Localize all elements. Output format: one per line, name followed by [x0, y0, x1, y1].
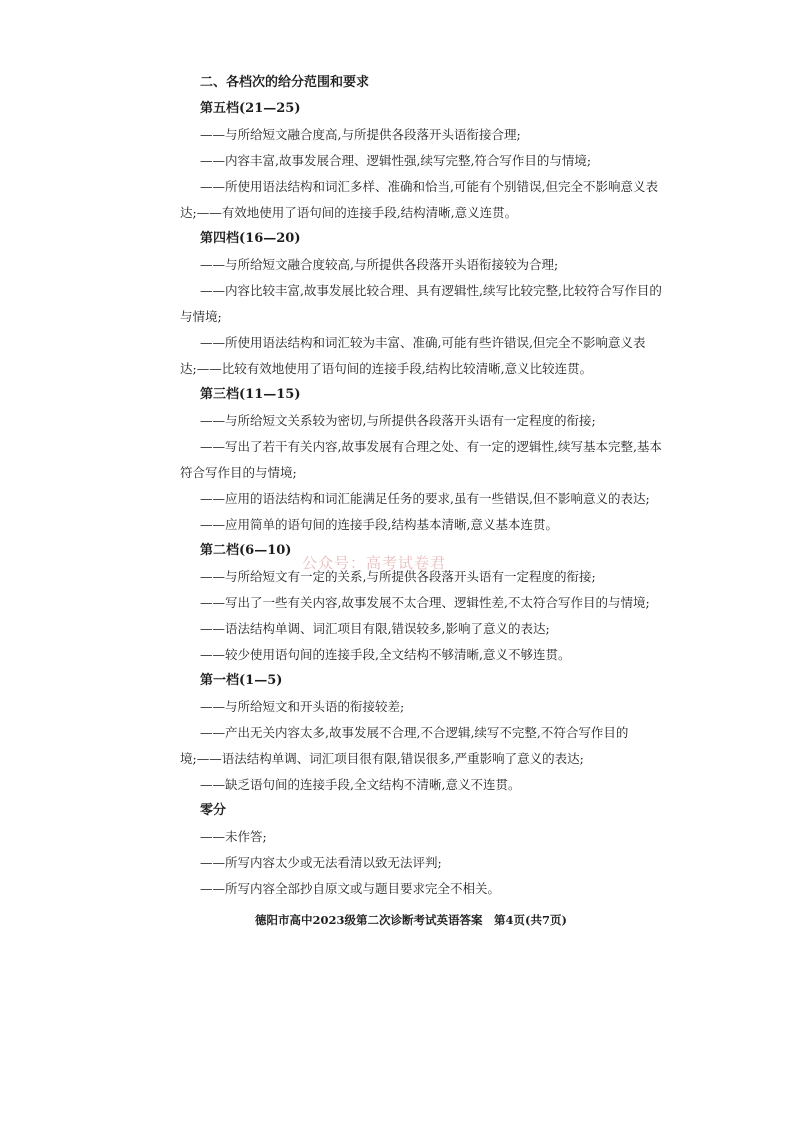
band-2-title: 第二档(6—10) — [200, 543, 292, 558]
band-4-item-1: ——与所给短文融合度较高,与所提供各段落开头语衔接较为合理; — [200, 257, 559, 272]
band-5-item-2: ——内容丰富,故事发展合理、逻辑性强,续写完整,符合写作目的与情境; — [200, 153, 592, 168]
band-2-item-3: ——语法结构单调、词汇项目有限,错误较多,影响了意义的表达; — [200, 621, 550, 636]
band-5-item-1: ——与所给短文融合度高,与所提供各段落开头语衔接合理; — [200, 127, 521, 142]
page-footer: 德阳市高中2023级第二次诊断考试英语答案 第4页(共7页) — [255, 913, 567, 927]
band-4-item-2-cont: 与情境; — [180, 309, 222, 324]
band-4-item-3: ——所使用语法结构和词汇较为丰富、准确,可能有些许错误,但完全不影响意义表 — [200, 335, 646, 350]
band-3-item-1: ——与所给短文关系较为密切,与所提供各段落开头语有一定程度的衔接; — [200, 413, 596, 428]
band-3-item-2: ——写出了若干有关内容,故事发展有合理之处、有一定的逻辑性,续写基本完整,基本 — [200, 439, 662, 454]
section-title: 二、各档次的给分范围和要求 — [200, 75, 370, 90]
band-1-item-1: ——与所给短文和开头语的衔接较差; — [200, 699, 405, 714]
band-2-item-4: ——较少使用语句间的连接手段,全文结构不够清晰,意义不够连贯。 — [200, 647, 571, 662]
band-0-item-2: ——所写内容太少或无法看清以致无法评判; — [200, 855, 442, 870]
band-3-item-2-cont: 符合写作目的与情境; — [180, 465, 297, 480]
band-1-item-4: ——缺乏语句间的连接手段,全文结构不清晰,意义不连贯。 — [200, 777, 521, 792]
band-4-item-4: 达;——比较有效地使用了语句间的连接手段,结构比较清晰,意义比较连贯。 — [180, 361, 593, 376]
band-4-item-2: ——内容比较丰富,故事发展比较合理、具有逻辑性,续写比较完整,比较符合写作目的 — [200, 283, 662, 298]
band-5-item-3: ——所使用语法结构和词汇多样、准确和恰当,可能有个别错误,但完全不影响意义表 — [200, 179, 658, 194]
band-0-item-3: ——所写内容全部抄自原文或与题目要求完全不相关。 — [200, 881, 501, 896]
band-3-title: 第三档(11—15) — [200, 387, 301, 402]
band-1-item-3: 境;——语法结构单调、词汇项目很有限,错误很多,严重影响了意义的表达; — [180, 751, 584, 766]
band-1-title: 第一档(1—5) — [200, 673, 283, 688]
band-3-item-3: ——应用的语法结构和词汇能满足任务的要求,虽有一些错误,但不影响意义的表达; — [200, 491, 650, 506]
band-3-item-4: ——应用简单的语句间的连接手段,结构基本清晰,意义基本连贯。 — [200, 517, 558, 532]
band-2-item-1: ——与所给短文有一定的关系,与所提供各段落开头语有一定程度的衔接; — [200, 569, 596, 584]
band-5-title: 第五档(21—25) — [200, 101, 301, 116]
watermark: 公众号：高考试卷君 — [302, 554, 447, 572]
scoring-criteria — [180, 70, 662, 902]
band-4-title: 第四档(16—20) — [200, 231, 301, 246]
band-5-item-4: 达;——有效地使用了语句间的连接手段,结构清晰,意义连贯。 — [180, 205, 518, 220]
band-0-title: 零分 — [200, 803, 227, 818]
band-0-item-1: ——未作答; — [200, 829, 267, 844]
band-2-item-2: ——写出了一些有关内容,故事发展不太合理、逻辑性差,不太符合写作目的与情境; — [200, 595, 650, 610]
band-1-item-2: ——产出无关内容太多,故事发展不合理,不合逻辑,续写不完整,不符合写作目的 — [200, 725, 629, 740]
